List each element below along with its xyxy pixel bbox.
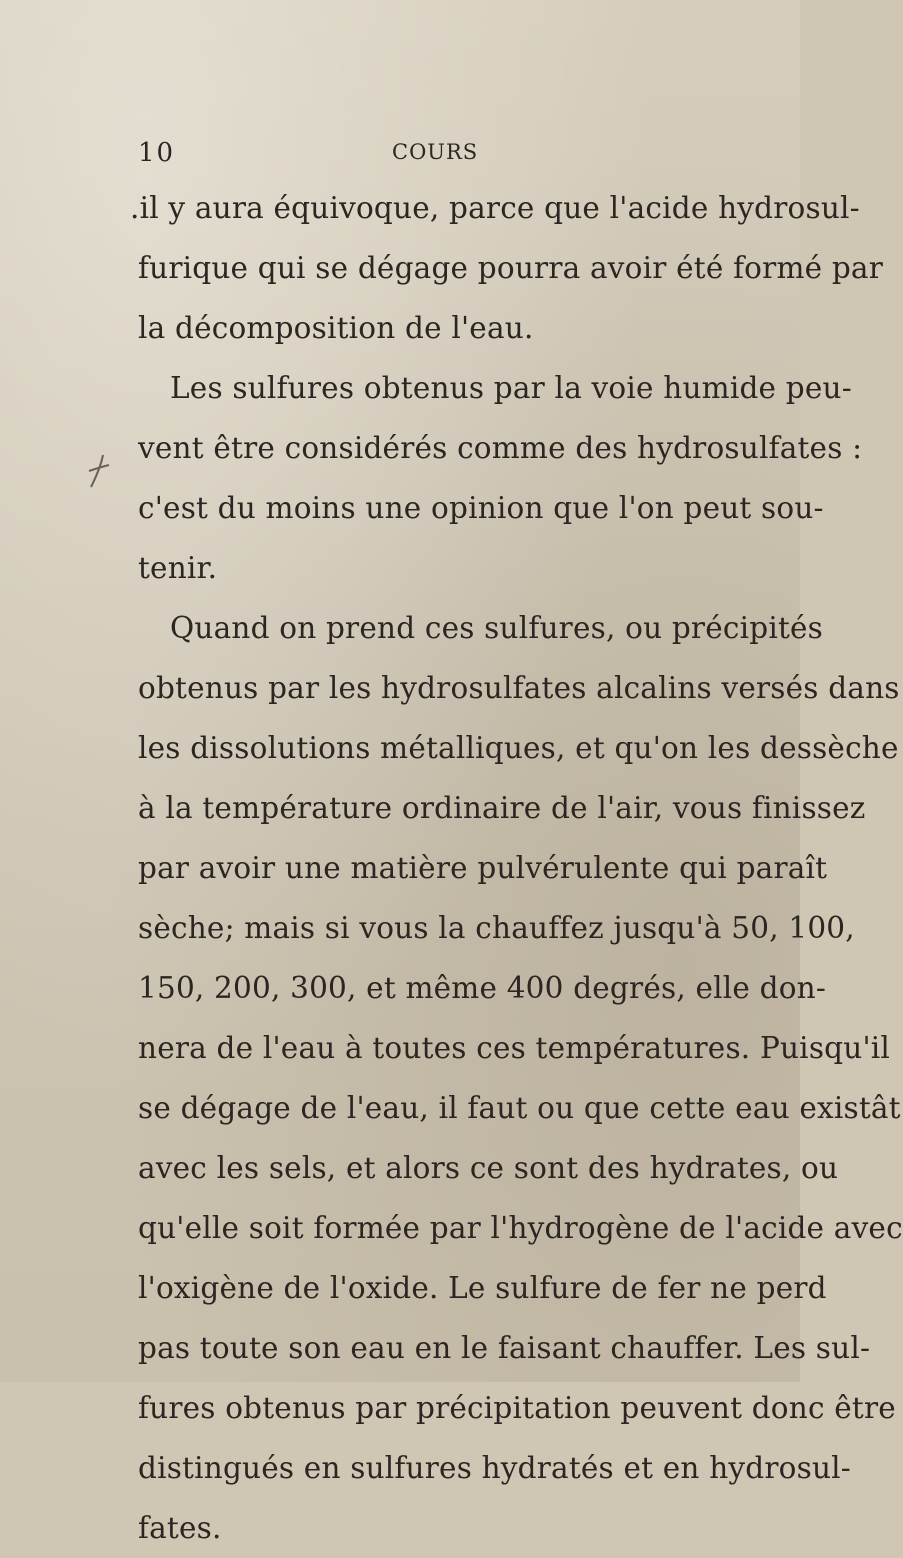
text-line: l'oxigène de l'oxide. Le sulfure de fer ne perd: [138, 1271, 827, 1305]
text-line: c'est du moins une opinion que l'on peut sou-: [138, 491, 824, 525]
text-line: Quand on prend ces sulfures, ou précipités: [170, 611, 824, 645]
text-line: sèche; mais si vous la chauffez jusqu'à 50, 100,: [138, 911, 855, 945]
text-line: à la température ordinaire de l'air, vous finissez: [138, 791, 866, 825]
text-line: fates.: [138, 1511, 222, 1545]
text-line: nera de l'eau à toutes ces températures. Puisqu'il: [138, 1031, 891, 1065]
page-number: 10: [138, 138, 176, 168]
text-line: fures obtenus par précipitation peuvent donc être: [138, 1391, 896, 1425]
running-head: COURS: [392, 140, 479, 164]
text-line: vent être considérés comme des hydrosulfates :: [138, 431, 863, 465]
text-line: tenir.: [138, 551, 218, 585]
text-line: distingués en sulfures hydratés et en hydrosul-: [138, 1451, 851, 1485]
text-line: pas toute son eau en le faisant chauffer. Les sul-: [138, 1331, 871, 1365]
text-line: obtenus par les hydrosulfates alcalins versés dans: [138, 671, 900, 705]
page-header: [138, 138, 678, 178]
text-line: les dissolutions métalliques, et qu'on les dessèche: [138, 731, 899, 765]
text-line: la décomposition de l'eau.: [138, 311, 534, 345]
text-line: Les sulfures obtenus par la voie humide peu-: [170, 371, 852, 405]
margin-pencil-mark: [85, 453, 115, 501]
text-line: .il y aura équivoque, parce que l'acide hydrosul-: [130, 191, 860, 225]
text-line: se dégage de l'eau, il faut ou que cette eau existât: [138, 1091, 901, 1125]
text-line: qu'elle soit formée par l'hydrogène de l'acide avec: [138, 1211, 903, 1245]
text-line: par avoir une matière pulvérulente qui paraît: [138, 851, 828, 885]
text-line: avec les sels, et alors ce sont des hydrates, ou: [138, 1151, 839, 1185]
text-line: 150, 200, 300, et même 400 degrés, elle don-: [138, 971, 827, 1005]
text-line: furique qui se dégage pourra avoir été formé par: [138, 251, 884, 285]
